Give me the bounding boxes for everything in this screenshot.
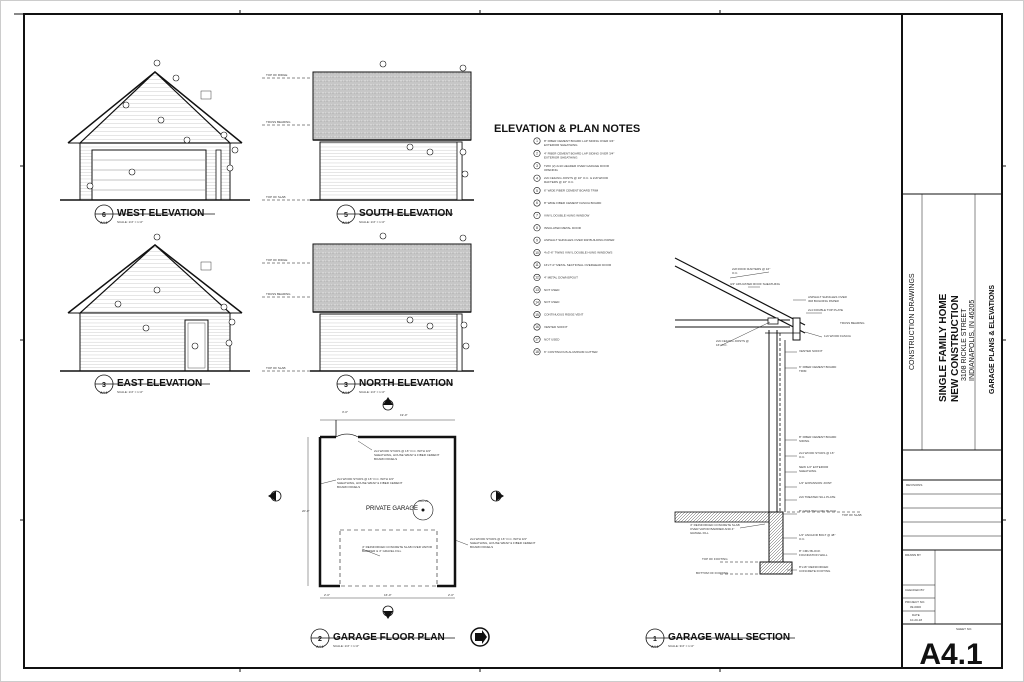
south-elevation-scale: SCALE: 1/4" = 1'-0": [359, 220, 386, 224]
project-address-2: INDIANAPOLIS, IN 46205: [969, 299, 976, 381]
note-text: 4'x3'-6" TWINS VINYL DOUBLE HUNG WINDOWS: [544, 250, 613, 255]
notes-heading: ELEVATION & PLAN NOTES: [494, 123, 641, 135]
note-text: TWO (2) 2x10 HEADER OVER GARAGE DOOR: [544, 163, 610, 168]
drawn-by-label: DRAWN BY: [905, 553, 922, 557]
north-elevation: [310, 244, 474, 371]
plan-dim-top-left: 3'-0": [342, 410, 348, 414]
note-number: 8: [536, 226, 538, 230]
south-view-ref: A4.1: [342, 221, 350, 225]
note-number: 4: [536, 176, 538, 181]
section-label: TRIM: [799, 369, 807, 373]
section-label: 4" REINFORCED CONCRETE SLAB: [690, 523, 740, 527]
note-text: VENTED SOFFIT: [544, 325, 568, 329]
note-text: EXTERIOR SHEATHING: [544, 143, 578, 147]
east-top-of-ridge: TOP OF RIDGE: [266, 258, 288, 262]
wall-section-title: GARAGE WALL SECTION: [668, 632, 791, 643]
note-number: 15: [535, 312, 539, 317]
note-number: 7: [536, 213, 538, 218]
floor-plan-scale: SCALE: 1/4" = 1'-0": [333, 644, 360, 648]
section-label: 1/2" EXPANSION JOINT: [799, 481, 832, 485]
east-truss-bearing: TRUSS BEARING: [266, 292, 291, 296]
north-view-ref: A4.1: [342, 391, 350, 395]
plan-slab-note: BARRIER & 4" GRAVEL FILL: [362, 549, 402, 553]
note-text: ASPHALT SHINGLES OVER 30# BUILDING PAPER: [544, 238, 615, 243]
section-label: SHEATHING: [799, 469, 817, 473]
note-text: 4" METAL DOWNSPOUT: [544, 275, 578, 280]
west-elevation-scale: SCALE: 1/4" = 1'-0": [117, 220, 144, 224]
plan-callout: 2x4 WOOD STUDS @ 16" O.C. WITH 3/4": [470, 537, 528, 541]
note-text: NOT USED: [544, 300, 560, 305]
section-label: 8" FIBER CEMENT BOARD: [799, 435, 837, 439]
section-label: ASPHALT SHINGLES OVER: [808, 295, 847, 299]
east-elevation-title: EAST ELEVATION: [117, 378, 203, 389]
note-text: NOT USED: [544, 337, 560, 342]
plan-callout: BOARD PANELS: [470, 545, 494, 549]
section-label: SIDING: [799, 439, 810, 443]
note-text: 8" WIDE FIBER CEMENT FASCIA BOARD: [544, 201, 602, 205]
note-number: 9: [536, 238, 538, 243]
note-number: 12: [535, 275, 539, 280]
note-number: 16: [535, 325, 539, 330]
plan-slab-note: 4" REINFORCED CONCRETE SLAB OVER VAPOR: [362, 545, 433, 549]
plan-dim-bottom-right: 2'-0": [448, 593, 454, 597]
section-label: O.C.: [799, 537, 806, 541]
section-label: 2x6 TREATED SILL PLATE: [799, 495, 836, 499]
project-title-2: NEW CONSTRUCTION: [950, 295, 961, 402]
plan-callout: SHEATHING, HOUSE WRAP & FIBER CEMENT: [374, 453, 440, 457]
date-value: 10-20-18: [910, 618, 923, 622]
south-elevation-title: SOUTH ELEVATION: [359, 208, 453, 219]
floor-view-number: 2: [318, 636, 322, 643]
note-text: 8" FIBER CEMENT BOARD LAP SIDING OVER 3/4": [544, 139, 615, 143]
project-address-1: 3108 RICKLE STREET: [961, 308, 968, 381]
note-text: 16'x7'-0" METAL SECTIONAL OVERHEAD DOOR: [544, 263, 612, 267]
plan-dim-left: 20'-0": [302, 509, 310, 513]
floor-view-ref: A4.1: [316, 645, 324, 649]
sheet-no-label: SHEET NO.: [956, 627, 973, 631]
note-number: 3: [536, 164, 538, 168]
wall-view-number: 1: [653, 636, 657, 643]
note-number: 6: [536, 201, 538, 206]
note-number: 13: [535, 288, 539, 292]
note-text: NOT USED: [544, 287, 560, 292]
note-text: CONTINUOUS RIDGE VENT: [544, 312, 584, 317]
checked-by-label: CHECKED BY: [905, 588, 925, 592]
note-number: 11: [535, 263, 539, 268]
note-number: 17: [535, 337, 539, 342]
section-label: 2x6 CEILING JOISTS @: [716, 339, 749, 343]
section-label: VENTED SOFFIT: [799, 349, 823, 353]
section-label: 2x8 ROOF RAFTERS @ 16": [732, 267, 771, 271]
note-text: OPENING: [544, 167, 558, 172]
plan-dim-bottom-left: 2'-0": [324, 593, 330, 597]
section-label: O.C.: [799, 455, 806, 459]
plan-dim-bottom: 16'-0": [384, 593, 392, 597]
west-top-of-slab: TOP OF SLAB: [266, 195, 286, 199]
plan-callout: BOARD PANELS: [374, 457, 398, 461]
sheet-title: GARAGE PLANS & ELEVATIONS: [989, 284, 996, 394]
east-view-ref: A4.1: [100, 391, 108, 395]
plan-above-label: ABOVE: [418, 499, 429, 503]
plan-callout: 2x4 WOOD STUDS @ 16" O.C. WITH 3/4": [374, 449, 432, 453]
wall-section-scale: SCALE: 3/4" = 1'-0": [668, 644, 695, 648]
plan-dim-top: 19'-0": [400, 413, 408, 417]
note-number: 5: [536, 188, 538, 193]
south-view-number: 5: [344, 212, 348, 219]
north-elevation-title: NORTH ELEVATION: [359, 378, 454, 389]
east-elevation-scale: SCALE: 1/4" = 1'-0": [117, 390, 144, 394]
west-view-ref: A4.1: [100, 221, 108, 225]
section-label: 8" CMU BLOCK: [799, 549, 821, 553]
north-arrow-icon: [471, 628, 489, 646]
section-label: FOUNDATION WALL: [799, 553, 828, 557]
west-truss-bearing: TRUSS BEARING: [266, 120, 291, 124]
east-top-of-slab: TOP OF SLAB: [266, 366, 286, 370]
note-text: 2x6 CEILING JOISTS @ 16" O.C. & 2x8 WOOD: [544, 176, 609, 181]
sheet-number: A4.1: [919, 638, 983, 671]
plan-callout: BOARD PANELS: [337, 485, 361, 489]
note-text: RAFTERS @ 16" O.C.: [544, 180, 575, 185]
west-elevation-title: WEST ELEVATION: [117, 208, 205, 219]
date-label: DATE: [912, 613, 920, 617]
north-view-number: 3: [344, 382, 348, 389]
construction-drawings-label: CONSTRUCTION DRAWINGS: [909, 273, 916, 370]
project-no-label: PROJECT NO.: [905, 600, 926, 604]
section-label: 16" O.C.: [716, 343, 728, 347]
note-text: VINYL DOUBLE HUNG WINDOW: [544, 213, 590, 218]
note-number: 2: [536, 151, 538, 156]
note-text: INSULATED METAL DOOR: [544, 225, 581, 230]
floor-plan-title: GARAGE FLOOR PLAN: [333, 632, 445, 643]
note-number: 10: [535, 250, 539, 255]
west-top-of-ridge: TOP OF RIDGE: [266, 73, 288, 77]
section-label: TOP OF FOOTING: [702, 557, 728, 561]
east-view-number: 3: [102, 382, 106, 389]
section-label: 8" GROUTED CMU BLOCK: [799, 509, 837, 513]
section-label: OVER VAPOR BARRIER AND 4": [690, 527, 735, 531]
plan-callout: SHEATHING, HOUSE WRAP & FIBER CEMENT: [337, 481, 403, 485]
section-label: NEW 1/2" EXTERIOR: [799, 465, 829, 469]
section-label: 2x4 DOUBLE TOP PLATE: [808, 308, 843, 312]
room-name: PRIVATE GARAGE: [365, 506, 419, 512]
wall-view-ref: A4.1: [651, 645, 659, 649]
note-text: 6" CONTINUOUS ALUMINUM GUTTER: [544, 349, 598, 354]
section-label: 1/2" ANCHOR BOLT @ 48": [799, 533, 836, 537]
section-label: 3/4" APA RATED ROOF SHEATHING: [730, 282, 780, 286]
section-label: 6" FIBER CEMENT BOARD: [799, 365, 837, 369]
section-label: TRUSS BEARING: [840, 321, 865, 325]
note-text: 4" FIBER CEMENT BOARD LAP SIDING OVER 3/4": [544, 151, 615, 156]
section-label: TOP OF SLAB: [842, 513, 862, 517]
project-no-value: 09-0000: [910, 605, 922, 609]
section-label: CONCRETE FOOTING: [799, 569, 831, 573]
section-label: O.C.: [732, 271, 739, 275]
note-number: 18: [535, 350, 539, 354]
section-label: BOTTOM OF FOOTING: [696, 571, 729, 575]
project-title-1: SINGLE FAMILY HOME: [938, 293, 949, 402]
section-label: 2x4 WOOD STUDS @ 16": [799, 451, 835, 455]
revisions-label: REVISIONS: [906, 483, 923, 487]
section-label: GRAVEL FILL: [690, 531, 709, 535]
note-number: 14: [535, 300, 539, 305]
section-label: 1x6 WOOD FASCIA: [824, 334, 851, 338]
west-view-number: 6: [102, 212, 106, 219]
section-label: 8"x16" REINFORCED: [799, 565, 829, 569]
section-label: 30# BUILDING PAPER: [808, 299, 839, 303]
plan-callout: 2x4 WOOD STUDS @ 16" O.C. WITH 3/4": [337, 477, 395, 481]
note-number: 1: [536, 139, 538, 144]
south-elevation: [310, 72, 474, 200]
plan-callout: SHEATHING, HOUSE WRAP & FIBER CEMENT: [470, 541, 536, 545]
note-text: 6" WIDE FIBER CEMENT BOARD TRIM: [544, 188, 599, 193]
north-elevation-scale: SCALE: 1/4" = 1'-0": [359, 390, 386, 394]
note-text: EXTERIOR SHEATHING: [544, 155, 578, 160]
